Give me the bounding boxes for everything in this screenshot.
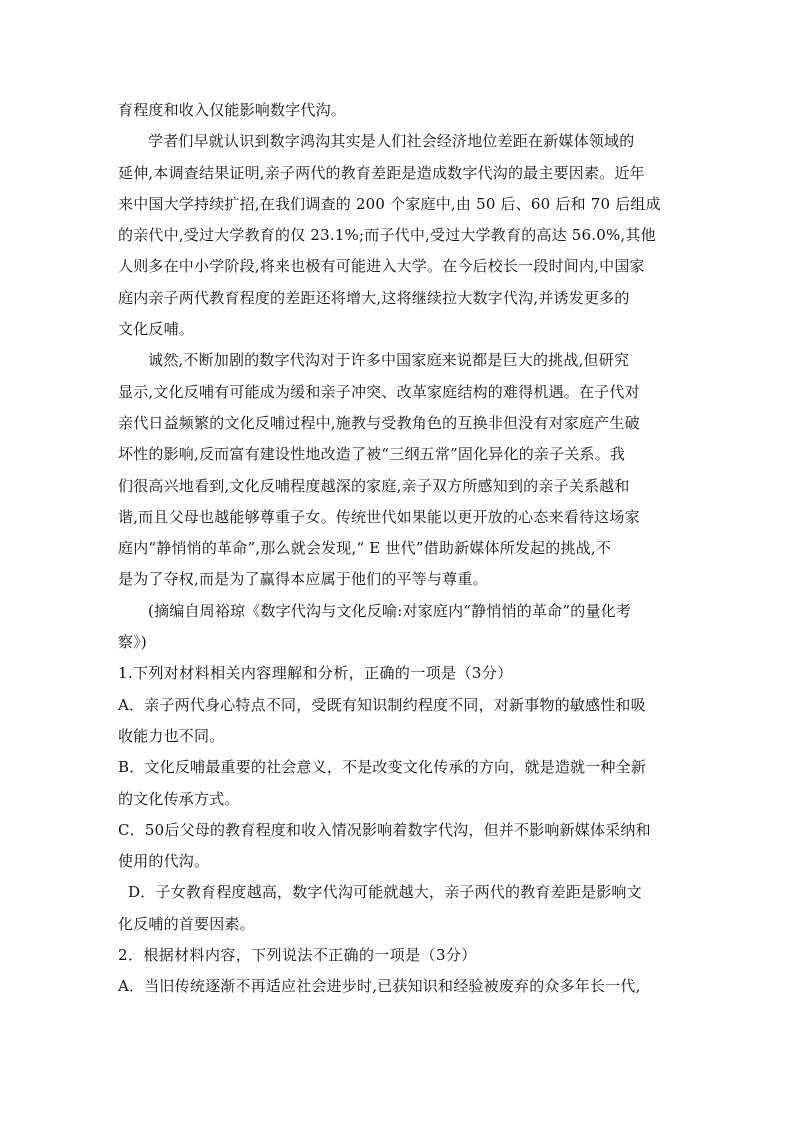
question-1-option-a: A．亲子两代身心特点不同，受既有知识制约程度不同，对新事物的敏感性和吸 <box>118 695 646 714</box>
question-1-option-c: 使用的代沟。 <box>118 852 210 871</box>
passage-line: 是为了夺权,而是为了赢得本应属于他们的平等与尊重。 <box>118 570 488 589</box>
passage-line: 延伸,本调查结果证明,亲子两代的教育差距是造成数字代沟的最主要因素。近年 <box>118 163 645 182</box>
question-1-option-d: D．子女教育程度越高，数字代沟可能就越大，亲子两代的教育差距是影响文 <box>128 883 642 902</box>
passage-line: 亲代日益频繁的文化反哺过程中,施教与受教角色的互换非但没有对家庭产生破 <box>118 413 640 432</box>
source-citation: 察》) <box>118 633 147 652</box>
question-2-title: 2．根据材料内容，下列说法不正确的一项是（3分） <box>118 946 477 965</box>
passage-line: 学者们早就认识到数字鸿沟其实是人们社会经济地位差距在新媒体领域的 <box>148 132 635 151</box>
question-2-option-a: A．当旧传统逐渐不再适应社会进步时,已获知识和经验被废弃的众多年长一代, <box>118 977 641 996</box>
passage-line: 来中国大学持续扩招,在我们调查的 200 个家庭中,由 50 后、60 后和 70 后组成 <box>118 194 661 213</box>
question-1-option-d: 化反哺的首要因素。 <box>118 914 255 933</box>
passage-line: 文化反哺。 <box>118 320 195 339</box>
passage-line: 显示,文化反哺有可能成为缓和亲子冲突、改革家庭结构的难得机遇。在子代对 <box>118 382 640 401</box>
passage-line: 庭内“静悄悄的革命”,那么就会发现,“ E 世代”借助新媒体所发起的挑战,不 <box>118 539 612 558</box>
question-1-title: 1.下列对材料相关内容理解和分析，正确的一项是（3分） <box>118 664 513 683</box>
question-1-option-b: B．文化反哺最重要的社会意义，不是改变文化传承的方向，就是造就一种全新 <box>118 758 647 777</box>
passage-line: 们很高兴地看到,文化反哺程度越深的家庭,亲子双方所感知到的亲子关系越和 <box>118 476 630 495</box>
document-page <box>118 95 678 1003</box>
passage-line: 的亲代中,受过大学教育的仅 23.1%;而子代中,受过大学教育的高达 56.0%,其他 <box>118 226 656 245</box>
passage-line: 庭内亲子两代教育程度的差距还将增大,这将继续拉大数字代沟,并诱发更多的 <box>118 288 630 307</box>
passage-line: 育程度和收入仅能影响数字代沟。 <box>118 101 347 119</box>
passage-line: 谐,而且父母也越能够尊重子女。传统世代如果能以更开放的心态来看待这场家 <box>118 507 640 526</box>
passage-line: 人则多在中小学阶段,将来也极有可能进入大学。在今后校长一段时间内,中国家 <box>118 257 645 276</box>
passage-line: 坏性的影响,反而富有建设性地改造了被“三纲五常”固化异化的亲子关系。我 <box>118 445 626 464</box>
question-1-option-c: C．50后父母的教育程度和收入情况影响着数字代沟，但并不影响新媒体采纳和 <box>118 820 651 839</box>
question-1-option-b: 的文化传承方式。 <box>118 789 240 808</box>
question-1-option-a: 收能力也不同。 <box>118 726 225 745</box>
source-citation: (摘编自周裕琼《数字代沟与文化反喻:对家庭内“静悄悄的革命”的量化考 <box>148 601 632 620</box>
passage-line: 诚然,不断加剧的数字代沟对于许多中国家庭来说都是巨大的挑战,但研究 <box>148 351 630 370</box>
